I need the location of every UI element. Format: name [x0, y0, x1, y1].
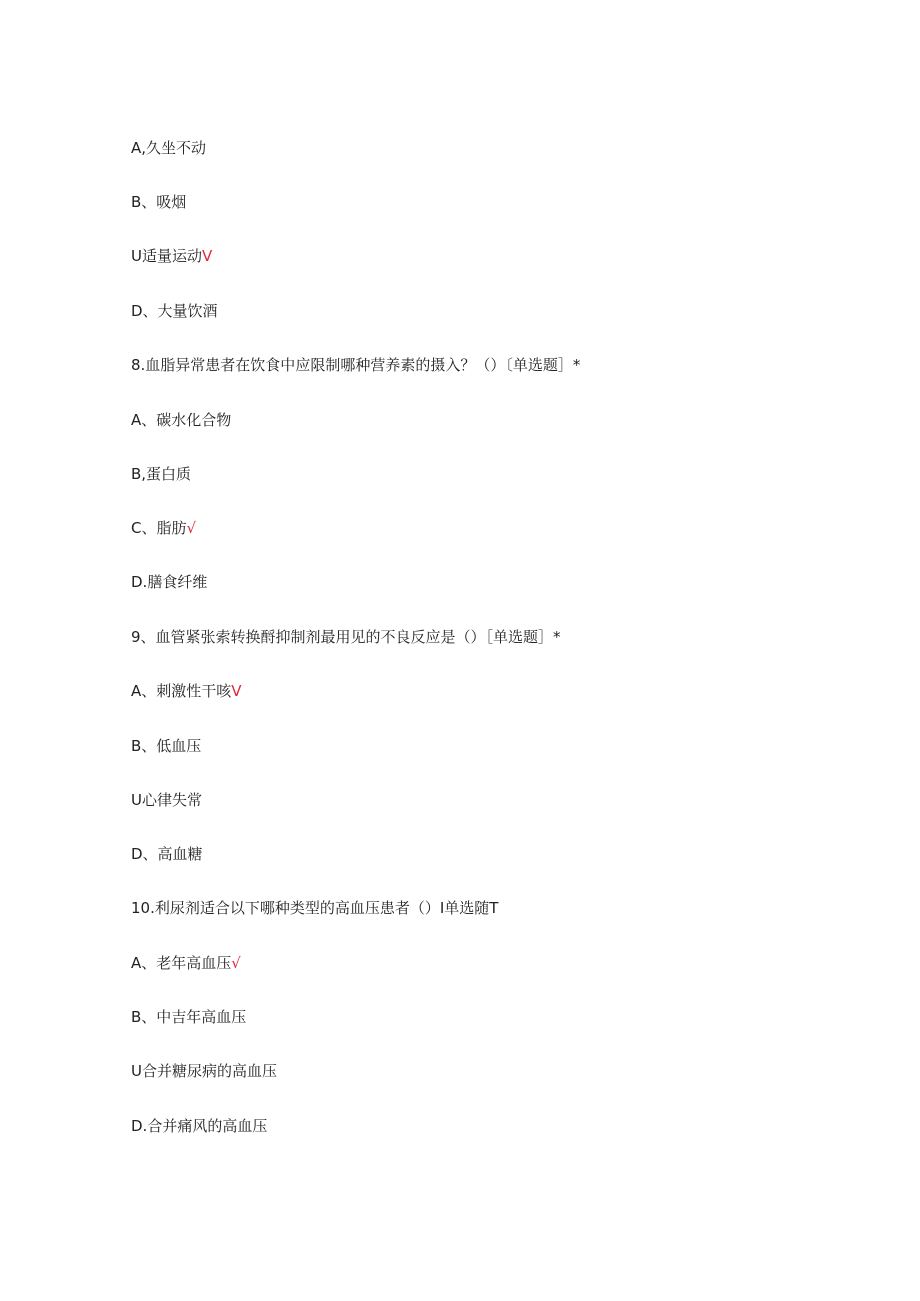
q8-option-b: [131, 464, 191, 484]
q10-option-a: [131, 953, 241, 973]
q8-question: 8.血脂异常患者在饮食中应限制哪种营养素的摄入？（）〔单选题］*: [131, 356, 581, 374]
q7-option-b: [131, 192, 186, 212]
q9-option-a: [131, 681, 242, 701]
q8-option-d: [131, 572, 207, 592]
q10-question: 10.利尿剂适合以下哪种类型的高血压患者（）I单选随T: [131, 899, 499, 917]
check-mark-icon: √: [186, 519, 197, 537]
option-text: D.膳食纤维: [131, 573, 208, 591]
option-text: B,蛋白质: [131, 465, 192, 483]
option-text: B、中吉年高血压: [131, 1008, 247, 1026]
q9-option-c: [131, 790, 202, 810]
q9-question: 9、血管紧张索转换酹抑制剂最用见的不良反应是（）［单选题］*: [131, 628, 561, 646]
check-mark-icon: V: [231, 682, 242, 700]
check-mark-icon: √: [231, 954, 241, 972]
q9-option-d: [131, 844, 203, 864]
option-text: A,久坐不动: [131, 139, 207, 157]
option-text: A、老年高血压: [131, 954, 232, 972]
option-text: D、大量饮酒: [131, 302, 218, 320]
option-text: U心律失常: [131, 791, 202, 809]
option-text: D.合并痛风的高血压: [131, 1117, 268, 1135]
option-text: A、刺激性干咳: [131, 682, 232, 700]
option-text: D、高血糖: [131, 845, 203, 863]
option-text: C、脂肪: [131, 519, 187, 537]
option-text: A、碳水化合物: [131, 411, 232, 429]
q10-option-c: [131, 1061, 277, 1081]
option-text: B、吸烟: [131, 193, 187, 211]
q7-option-d: [131, 301, 218, 321]
q7-option-c: [131, 246, 212, 266]
check-mark-icon: V: [201, 247, 213, 265]
q10-option-d: [131, 1116, 267, 1136]
option-text: U合并糖尿病的高血压: [131, 1062, 277, 1080]
q10-option-b: [131, 1007, 246, 1027]
option-text: B、低血压: [131, 737, 202, 755]
q8-option-c: [131, 518, 196, 538]
q8-option-a: [131, 410, 231, 430]
q7-option-a: [131, 138, 206, 158]
q9-option-b: [131, 736, 201, 756]
option-text: U适量运动: [131, 247, 202, 265]
